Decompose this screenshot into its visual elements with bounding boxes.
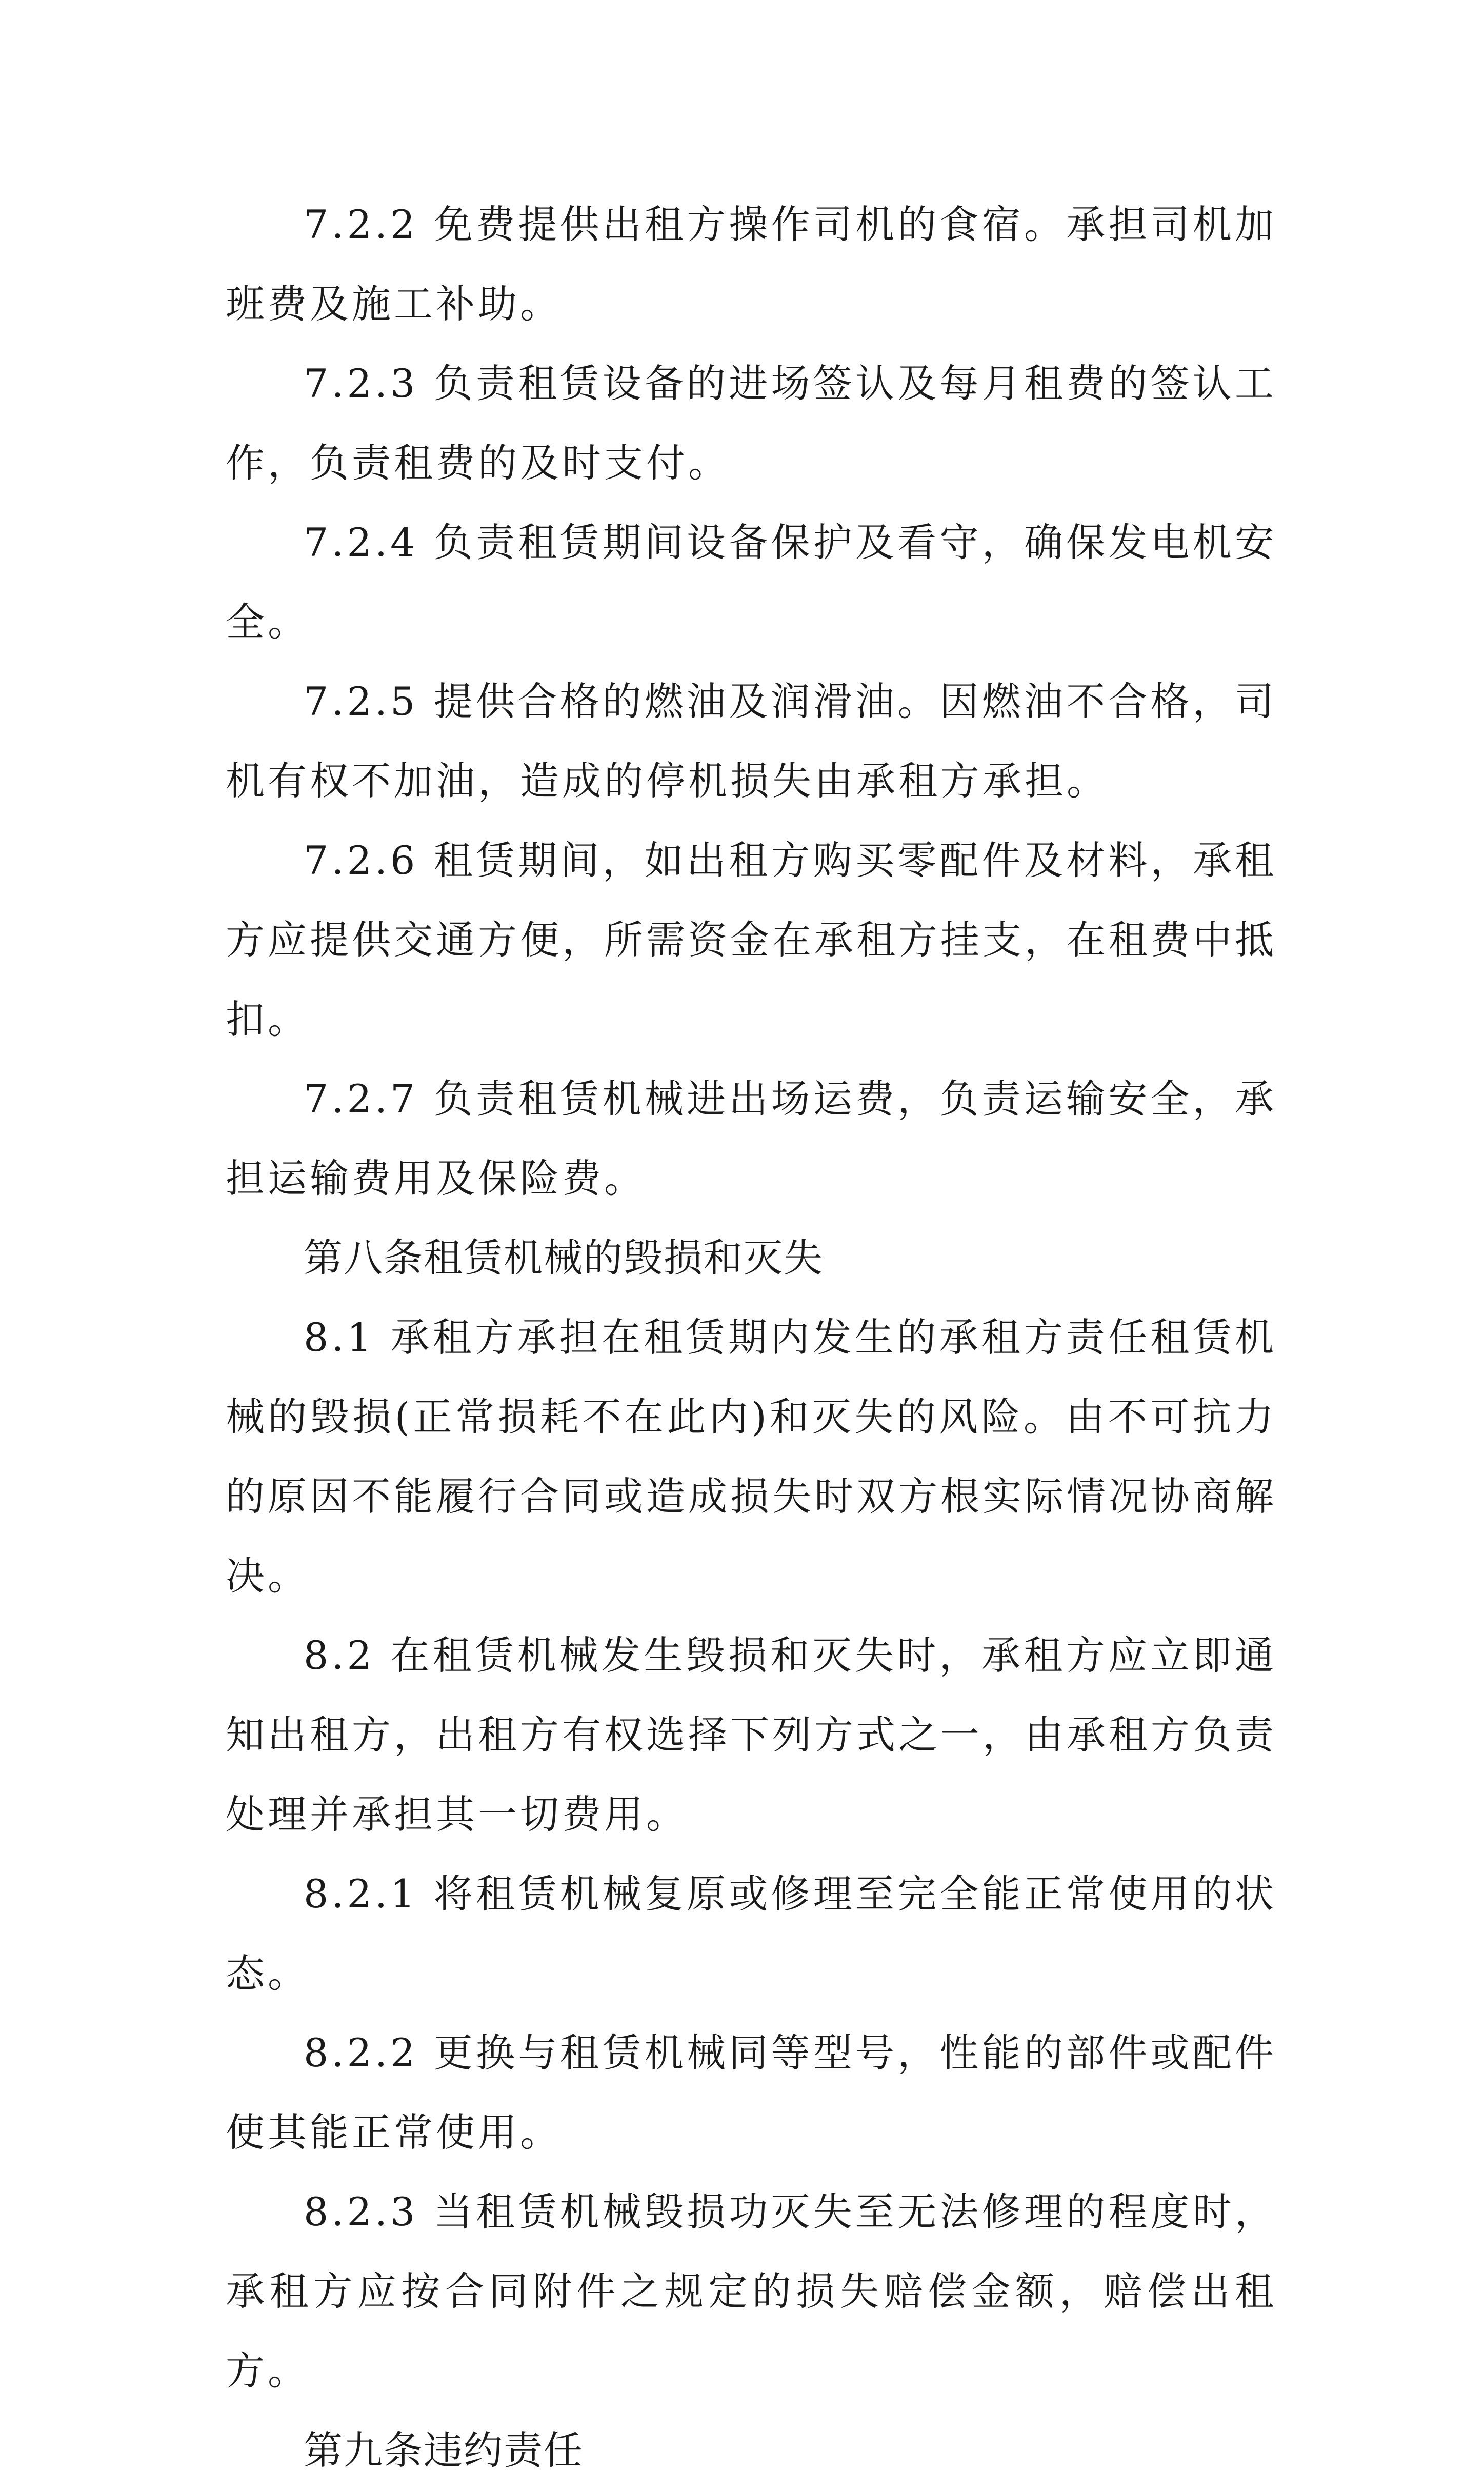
clause-7-2-6: 7.2.6 租赁期间，如出租方购买零配件及材料，承租方应提供交通方便，所需资金在承租方挂支，在租费中抵扣。	[226, 838, 1277, 1042]
article-9-heading: 第九条违约责任	[304, 2427, 584, 2473]
clause-8-2-3: 8.2.3 当租赁机械毁损功灭失至无法修理的程度时，承租方应按合同附件之规定的损失赔偿金额，赔偿出租方。	[226, 2189, 1277, 2394]
clause-8-2-2: 8.2.2 更换与租赁机械同等型号，性能的部件或配件使其能正常使用。	[226, 2030, 1277, 2155]
clause-7-2-3: 7.2.3 负责租赁设备的进场签认及每月租费的签认工作，负责租费的及时支付。	[226, 361, 1277, 486]
clause-8-2: 8.2 在租赁机械发生毁损和灭失时，承租方应立即通知出租方，出租方有权选择下列方式之一，由承租方负责处理并承担其一切费用。	[226, 1632, 1277, 1837]
clause-7-2-2: 7.2.2 免费提供出租方操作司机的食宿。承担司机加班费及施工补助。	[226, 202, 1277, 327]
document-body	[226, 185, 1277, 2490]
clause-8-1: 8.1 承租方承担在租赁期内发生的承租方责任租赁机械的毁损(正常损耗不在此内)和灭失的风险。由不可抗力的原因不能履行合同或造成损失时双方根实际情况协商解决。	[226, 1314, 1277, 1599]
clause-7-2-5: 7.2.5 提供合格的燃油及润滑油。因燃油不合格，司机有权不加油，造成的停机损失由承租方承担。	[226, 679, 1277, 804]
clause-7-2-7: 7.2.7 负责租赁机械进出场运费，负责运输安全，承担运输费用及保险费。	[226, 1076, 1277, 1201]
clause-8-2-1: 8.2.1 将租赁机械复原或修理至完全能正常使用的状态。	[226, 1871, 1277, 1996]
article-8-heading: 第八条租赁机械的毁损和灭失	[304, 1235, 824, 1281]
clause-7-2-4: 7.2.4 负责租赁期间设备保护及看守，确保发电机安全。	[226, 520, 1277, 645]
